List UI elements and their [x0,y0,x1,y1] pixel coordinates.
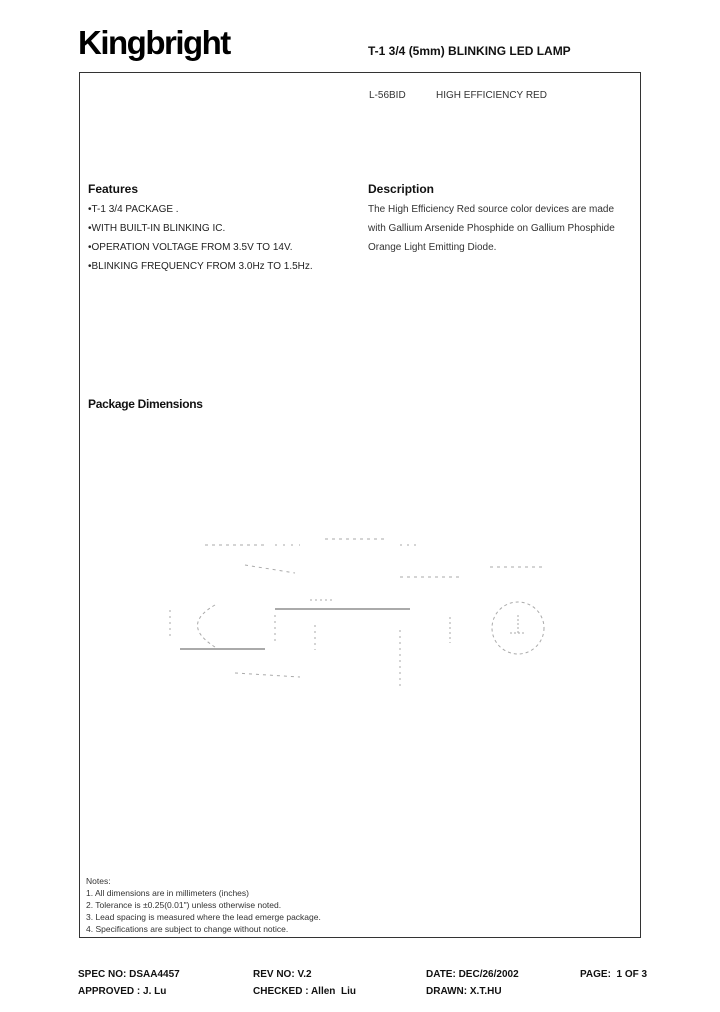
part-number: L-56BID [369,90,406,101]
description-heading: Description [368,182,435,196]
description-line: with Gallium Arsenide Phosphide on Gallium Phosphide [368,223,615,234]
feature-item: •T-1 3/4 PACKAGE . [88,204,179,215]
document-date: DATE: DEC/26/2002 [426,969,519,980]
note-item: 3. Lead spacing is measured where the lead emerge package. [86,912,321,922]
page-number: PAGE: 1 OF 3 [580,969,648,980]
note-item: 1. All dimensions are in millimeters (inches) [86,888,249,898]
notes-heading: Notes: [86,876,111,886]
approved-by: APPROVED : J. Lu [78,986,167,997]
feature-item: •WITH BUILT-IN BLINKING IC. [88,223,226,234]
package-dimensions-heading: Package Dimensions [88,397,203,411]
drawn-by: DRAWN: X.T.HU [426,986,502,997]
spec-number: SPEC NO: DSAA4457 [78,969,180,980]
revision-number: REV NO: V.2 [253,969,312,980]
feature-item: •OPERATION VOLTAGE FROM 3.5V TO 14V. [88,242,293,253]
content-frame [79,72,641,938]
note-item: 2. Tolerance is ±0.25(0.01") unless otherwise noted. [86,900,282,910]
description-line: The High Efficiency Red source color devices are made [368,204,615,215]
package-dimension-drawing [160,525,560,695]
feature-item: •BLINKING FREQUENCY FROM 3.0Hz TO 1.5Hz. [88,261,313,272]
document-title: T-1 3/4 (5mm) BLINKING LED LAMP [368,44,571,58]
part-color: HIGH EFFICIENCY RED [436,90,547,101]
features-heading: Features [88,182,139,196]
description-line: Orange Light Emitting Diode. [368,242,497,253]
checked-by: CHECKED : Allen Liu [253,986,356,997]
brand-logo: Kingbright [78,24,230,61]
note-item: 4. Specifications are subject to change without notice. [86,924,289,934]
